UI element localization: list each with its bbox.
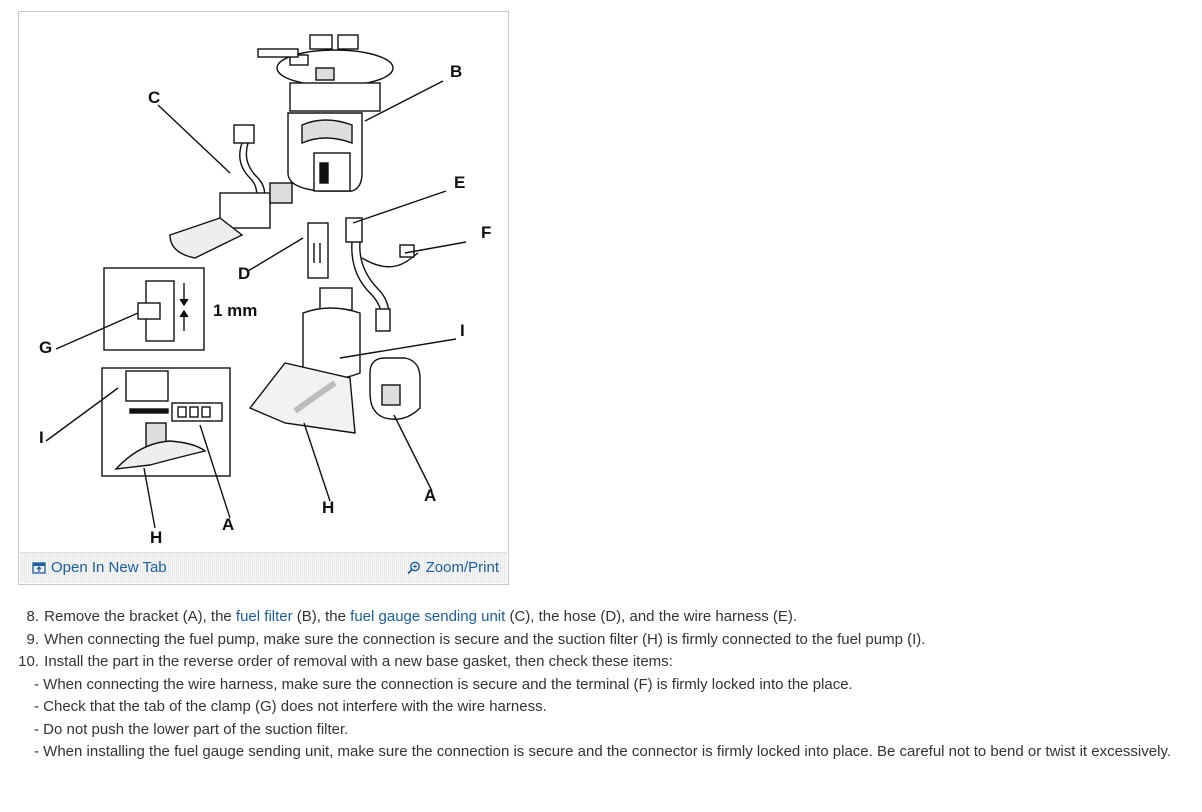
label-h-left: H [150, 528, 163, 547]
step-10 [18, 651, 1188, 674]
label-h-right: H [322, 498, 335, 517]
step-text: When connecting the fuel pump, make sure the connection is secure and the suction filter (H) is firmly connected to the fuel pump (I). [44, 630, 926, 648]
check-item: - Do not push the lower part of the suction filter. [34, 720, 349, 738]
label-d: D [238, 264, 251, 283]
step-text: (C), the hose (D), and the wire harness (E). [505, 608, 798, 625]
figure-toolbar [20, 552, 507, 583]
label-dimension: 1 mm [213, 301, 258, 320]
label-a-left: A [222, 515, 235, 534]
instructions-list [18, 606, 1188, 764]
label-g: G [39, 338, 53, 357]
fuel-filter-link[interactable]: fuel filter [235, 608, 293, 625]
label-a-right: A [424, 486, 437, 505]
zoom-print-label: Zoom/Print [425, 559, 499, 576]
step-number: 8. [26, 608, 39, 625]
step-text: (B), the [292, 608, 351, 625]
check-item: - When installing the fuel gauge sending unit, make sure the connection is secure and the connector is firmly locked into place. Be careful not to bend or twist it excessively. [34, 743, 1171, 760]
step-text: Remove the bracket (A), the [44, 608, 236, 625]
zoom-print-link[interactable] [407, 559, 499, 576]
step-text: Install the part in the reverse order of removal with a new base gasket, then check these items: [44, 653, 673, 670]
step-9 [18, 629, 1188, 652]
step-number: 9. [26, 630, 39, 648]
label-b: B [450, 62, 463, 81]
fuel-gauge-sending-unit-link[interactable]: fuel gauge sending unit [350, 608, 506, 625]
label-e: E [454, 173, 466, 192]
step-number: 10. [18, 653, 39, 670]
diagram-figure [18, 11, 509, 585]
label-i-left: I [39, 428, 44, 447]
open-in-new-tab-label: Open In New Tab [51, 559, 167, 576]
label-c: C [148, 88, 161, 107]
fuel-pump-diagram[interactable] [20, 13, 507, 553]
open-in-new-tab-link[interactable] [32, 559, 167, 576]
step-8 [18, 606, 1188, 629]
magnifier-icon [407, 561, 421, 575]
label-f: F [481, 223, 492, 242]
check-item: - Check that the tab of the clamp (G) does not interfere with the wire harness. [34, 698, 547, 715]
check-item: - When connecting the wire harness, make sure the connection is secure and the terminal (F) is firmly locked into the place. [34, 675, 853, 693]
open-tab-icon [32, 561, 46, 575]
label-i-right: I [460, 321, 465, 340]
